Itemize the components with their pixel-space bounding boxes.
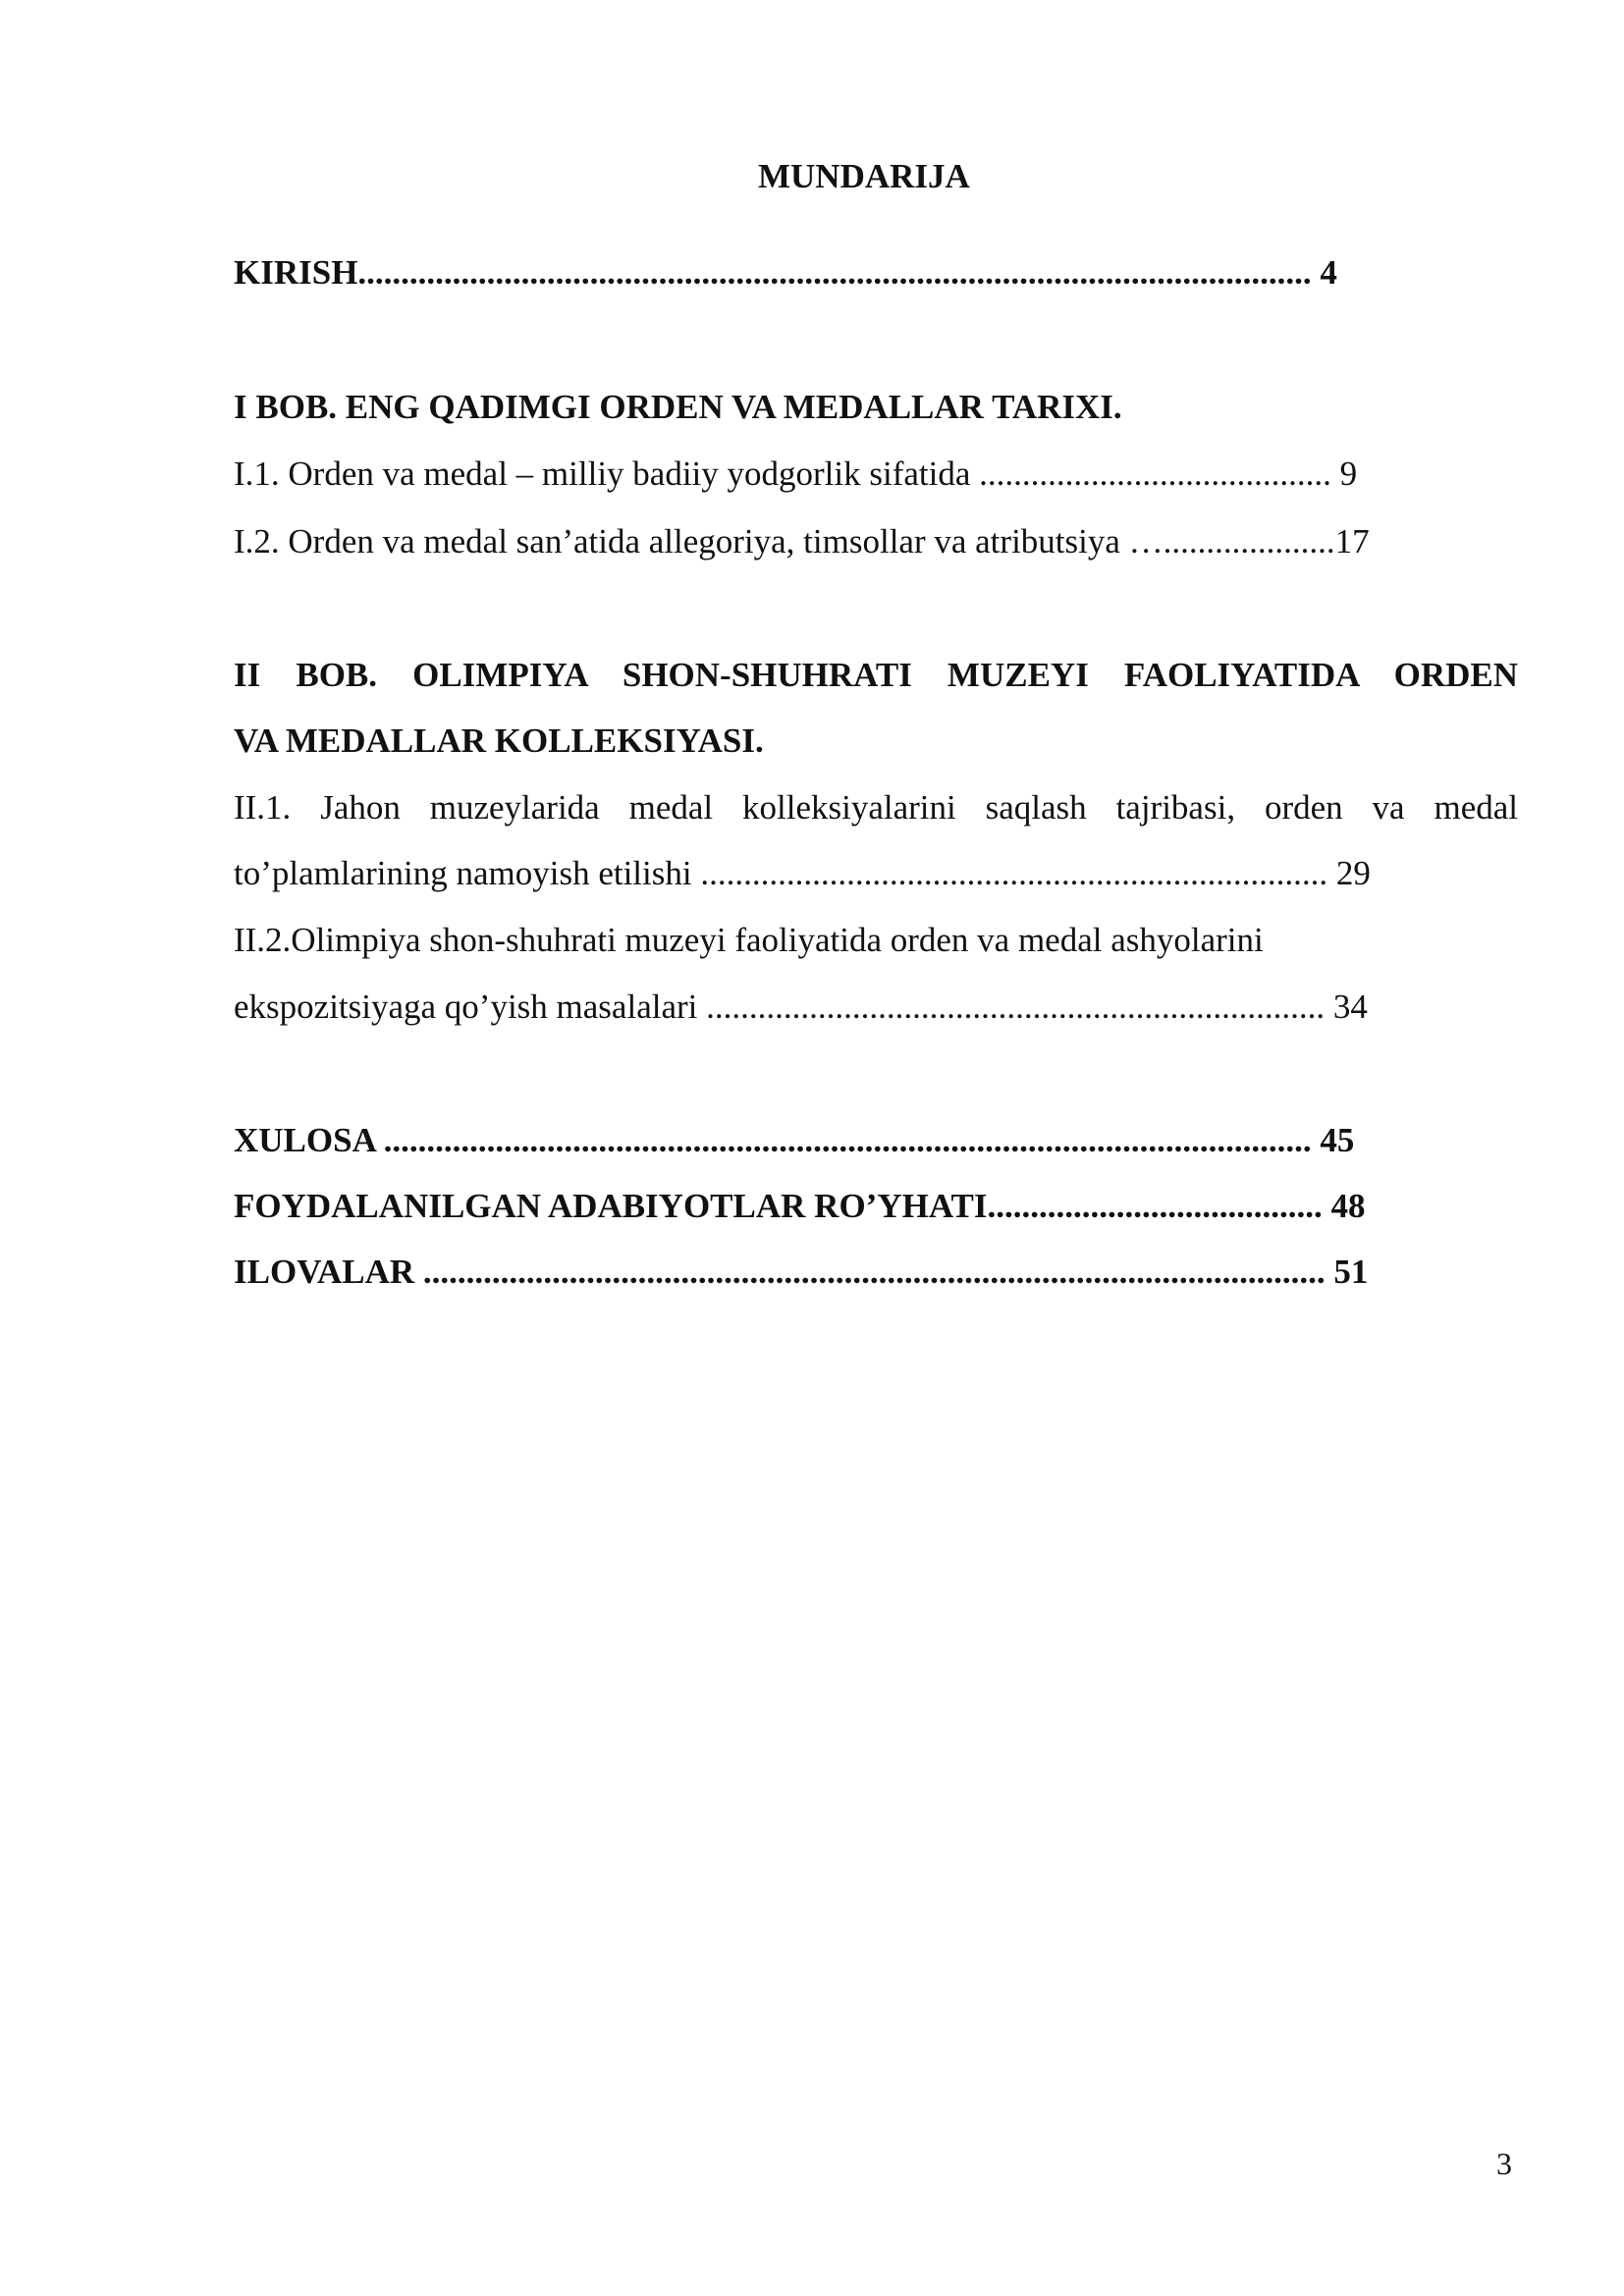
chapter-1-heading: I BOB. ENG QADIMGI ORDEN VA MEDALLAR TARIXI. — [234, 388, 1122, 426]
toc-entry-section-1-1: I.1. Orden va medal – milliy badiiy yodgorlik sifatida ......................................... 9 — [234, 454, 1358, 493]
toc-entry-section-2-1-line-2: to’plamlarining namoyish etilishi ......................................................................... 29 — [234, 854, 1371, 892]
toc-entry-adabiyotlar: FOYDALANILGAN ADABIYOTLAR RO’YHATI....................................... 48 — [234, 1187, 1366, 1225]
chapter-2-heading-line-2: VA MEDALLAR KOLLEKSIYASI. — [234, 721, 764, 760]
toc-entry-ilovalar: ILOVALAR ......................................................................................................... 51 — [234, 1253, 1369, 1291]
toc-entry-section-1-2: I.2. Orden va medal san’atida allegoriya, timsollar va atributsiya …....................17 — [234, 522, 1370, 561]
toc-entry-section-2-2-line-1: II.2.Olimpiya shon-shuhrati muzeyi faoliyatida orden va medal ashyolarini — [234, 921, 1264, 959]
page-number: 3 — [1496, 2146, 1512, 2181]
toc-entry-section-2-2-line-2: ekspozitsiyaga qo’yish masalalari ........................................................................ 34 — [234, 988, 1368, 1026]
toc-entry-kirish: KIRISH............................................................................................................... 4 — [234, 253, 1337, 292]
toc-title: MUNDARIJA — [758, 157, 970, 195]
chapter-2-heading-line-1: II BOB. OLIMPIYA SHON-SHUHRATI MUZEYI FAOLIYATIDA ORDEN — [234, 656, 1518, 694]
toc-entry-xulosa: XULOSA ............................................................................................................ 45 — [234, 1121, 1355, 1159]
toc-entry-section-2-1-line-1: II.1. Jahon muzeylarida medal kolleksiyalarini saqlash tajribasi, orden va medal — [234, 788, 1518, 827]
